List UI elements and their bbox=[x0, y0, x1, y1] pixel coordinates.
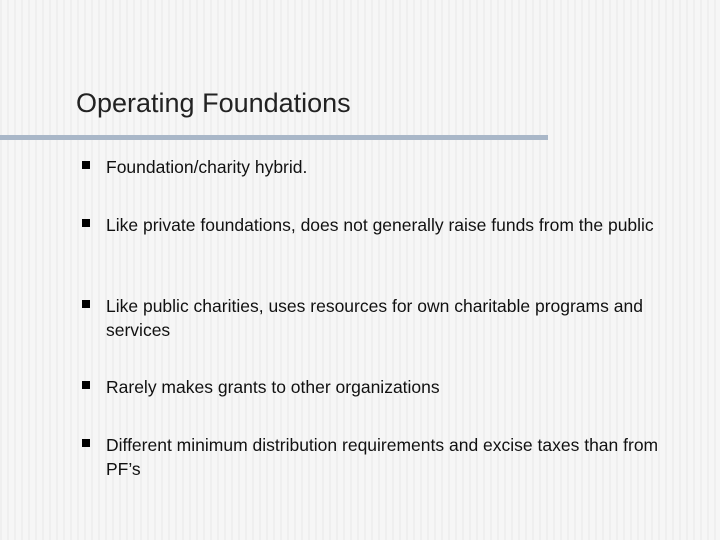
square-bullet-icon bbox=[82, 219, 90, 227]
square-bullet-icon bbox=[82, 300, 90, 308]
square-bullet-icon bbox=[82, 439, 90, 447]
title-underline-rule bbox=[0, 135, 548, 140]
bullet-text: Different minimum distribution requirements and excise taxes than from PF’s bbox=[106, 435, 659, 479]
bullet-text: Rarely makes grants to other organizations bbox=[106, 377, 440, 397]
square-bullet-icon bbox=[82, 381, 90, 389]
bullet-text: Foundation/charity hybrid. bbox=[106, 157, 308, 177]
bullet-text: Like private foundations, does not generally raise funds from the public bbox=[106, 215, 654, 235]
square-bullet-icon bbox=[82, 161, 90, 169]
slide-title: Operating Foundations bbox=[76, 88, 351, 118]
bullet-text: Like public charities, uses resources for own charitable programs and services bbox=[106, 296, 643, 340]
